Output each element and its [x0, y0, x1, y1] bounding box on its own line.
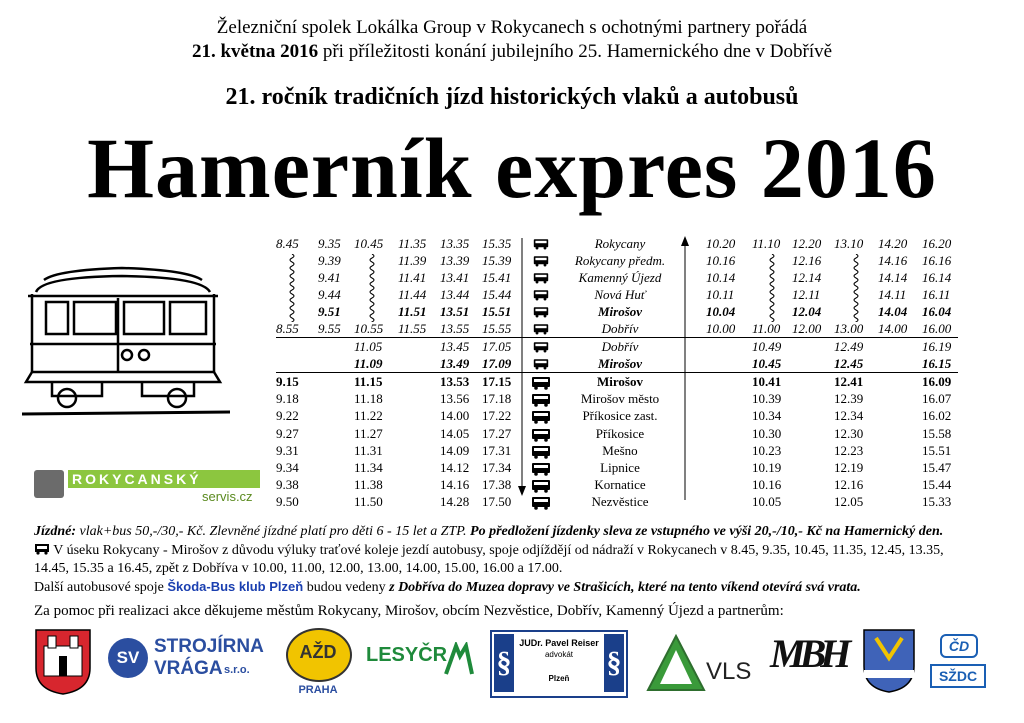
- strojirna-vraga-logo: SV STROJÍRNA VRÁGA s.r.o.: [108, 636, 258, 684]
- servis-cz: servis.cz: [202, 489, 253, 504]
- departure-time: 15.47: [922, 460, 952, 475]
- departure-time: 17.22: [482, 408, 512, 424]
- departure-time: 17.05: [482, 339, 512, 354]
- departure-time: 16.15: [922, 356, 952, 371]
- fare-note: Jízdné: vlak+bus 50,-/30,- Kč. Zlevněné jízdné platí pro děti 6 - 15 let a ZTP. Po předložení jízdenky sleva ze vstupného ve výši 20,-/10,- Kč na Hamernický den.: [34, 524, 944, 539]
- departure-time: 14.00: [878, 321, 908, 336]
- event-title: Hamerník expres 2016: [87, 120, 937, 216]
- departure-time: 13.35: [440, 236, 470, 251]
- stop-name: Nezvěstice: [591, 494, 649, 510]
- departure-time: 11.44: [398, 287, 427, 302]
- departure-time: 13.41: [440, 270, 470, 285]
- departure-time: 12.45: [834, 356, 864, 371]
- departure-time: 9.22: [276, 408, 299, 424]
- departure-time: 9.41: [318, 270, 341, 285]
- departure-time: 11.39: [398, 253, 427, 268]
- departure-time: 10.34: [752, 408, 782, 424]
- departure-time: 16.07: [922, 391, 952, 407]
- bus-icon: [34, 543, 50, 555]
- departure-time: 11.27: [354, 425, 383, 441]
- departure-time: 12.04: [792, 304, 822, 319]
- departure-time: 13.53: [440, 374, 470, 389]
- departure-time: 16.11: [922, 287, 951, 302]
- departure-time: 9.18: [276, 391, 299, 407]
- departure-time: 9.34: [276, 460, 299, 475]
- departure-time: 9.15: [276, 374, 299, 389]
- departure-time: 9.55: [318, 321, 341, 336]
- departure-time: 14.04: [878, 304, 908, 319]
- cd-badge: ČD: [940, 634, 978, 658]
- departure-time: 15.55: [482, 321, 512, 336]
- departure-time: 12.23: [834, 442, 864, 458]
- stop-name: Dobřív: [601, 321, 639, 336]
- departure-time: 15.44: [922, 477, 952, 493]
- stop-name: Mešno: [602, 442, 638, 458]
- departure-time: 12.16: [834, 477, 864, 493]
- stop-name: Rokycany předm.: [574, 253, 666, 268]
- departure-time: 10.05: [752, 494, 782, 510]
- mirosov-coat-of-arms: [862, 628, 916, 694]
- departure-time: 15.44: [482, 287, 512, 302]
- vls-triangle-icon: [646, 634, 706, 692]
- departure-time: 9.27: [276, 425, 299, 441]
- departure-time: 11.18: [354, 391, 383, 407]
- departure-time: 10.23: [752, 442, 782, 458]
- departure-time: 17.27: [482, 425, 512, 441]
- departure-time: 14.28: [440, 494, 470, 510]
- departure-time: 13.39: [440, 253, 470, 268]
- stop-name: Příkosice zast.: [582, 408, 658, 424]
- departure-time: 17.18: [482, 391, 512, 407]
- departure-time: 11.10: [752, 236, 781, 251]
- departure-time: 14.05: [440, 425, 470, 441]
- departure-time: 12.41: [834, 374, 864, 389]
- lesy-cr-logo: LESYČR: [366, 640, 476, 680]
- departure-time: 8.55: [276, 321, 299, 336]
- departure-time: 15.51: [922, 442, 952, 458]
- departure-time: 15.58: [922, 425, 952, 441]
- departure-time: 11.05: [354, 339, 383, 354]
- departure-time: 15.51: [482, 304, 512, 319]
- departure-time: 14.00: [440, 408, 470, 424]
- departure-time: 16.00: [922, 321, 952, 336]
- stop-name: Nová Huť: [594, 287, 646, 302]
- departure-time: 10.45: [354, 236, 384, 251]
- departure-time: 9.38: [276, 477, 299, 493]
- reiser-logo: § § JUDr. Pavel Reiser advokát Plzeň: [490, 630, 628, 698]
- departure-time: 10.49: [752, 339, 782, 354]
- departure-time: 10.39: [752, 391, 782, 407]
- departure-time: 10.00: [706, 321, 736, 336]
- departure-time: 16.02: [922, 408, 952, 424]
- rokycany-coat-of-arms: [34, 628, 92, 696]
- departure-time: 17.09: [482, 356, 512, 371]
- stop-name: Mirošov: [597, 374, 643, 389]
- departure-time: 9.35: [318, 236, 341, 251]
- departure-time: 14.20: [878, 236, 908, 251]
- departure-time: 11.38: [354, 477, 383, 493]
- departure-time: 11.34: [354, 460, 383, 475]
- departure-time: 15.35: [482, 236, 512, 251]
- departure-time: 13.56: [440, 391, 470, 407]
- departure-time: 15.33: [922, 494, 952, 510]
- departure-time: 9.51: [318, 304, 341, 319]
- departure-time: 16.09: [922, 374, 952, 389]
- departure-time: 17.34: [482, 460, 512, 475]
- event-subtitle: 21. ročník tradičních jízd historických vlaků a autobusů: [225, 84, 799, 110]
- departure-time: 12.19: [834, 460, 864, 475]
- departure-time: 10.16: [752, 477, 782, 493]
- departure-time: 14.09: [440, 442, 470, 458]
- departure-time: 16.14: [922, 270, 952, 285]
- stop-name: Kornatice: [594, 477, 646, 493]
- departure-time: 11.00: [752, 321, 781, 336]
- departure-time: 10.45: [752, 356, 782, 371]
- departure-time: 11.55: [398, 321, 427, 336]
- stop-name: Dobřív: [601, 339, 639, 354]
- departure-time: 17.15: [482, 374, 512, 389]
- stop-name: Mirošov město: [580, 391, 660, 407]
- departure-time: 9.44: [318, 287, 341, 302]
- departure-time: 15.41: [482, 270, 512, 285]
- departure-time: 11.31: [354, 442, 383, 458]
- departure-time: 14.16: [878, 253, 908, 268]
- stop-name: Rokycany: [594, 236, 646, 251]
- departure-time: 16.16: [922, 253, 952, 268]
- departure-time: 10.14: [706, 270, 736, 285]
- departure-time: 12.14: [792, 270, 822, 285]
- departure-time: 11.22: [354, 408, 383, 424]
- stop-name: Kamenný Újezd: [578, 270, 662, 285]
- departure-time: 10.16: [706, 253, 736, 268]
- stop-name: Lipnice: [600, 460, 640, 475]
- departure-time: 13.00: [834, 321, 864, 336]
- departure-time: 12.00: [792, 321, 822, 336]
- departure-time: 9.39: [318, 253, 341, 268]
- departure-time: 12.05: [834, 494, 864, 510]
- departure-time: 12.34: [834, 408, 864, 424]
- thanks-note: Za pomoc při realizaci akce děkujeme městům Rokycany, Mirošov, obcím Nezvěstice, Dobřív, Kamenný Újezd a partnerům:: [34, 603, 784, 619]
- departure-time: 15.39: [482, 253, 512, 268]
- departure-time: 17.38: [482, 477, 512, 493]
- departure-time: 9.50: [276, 494, 299, 510]
- stop-name: Mirošov: [597, 356, 643, 371]
- departure-time: 13.51: [440, 304, 470, 319]
- other-buses-note: Další autobusové spoje Škoda-Bus klub Plzeň budou vedeny z Dobříva do Muzea dopravy ve Strašicích, které na tento víkend otevírá svá vrata.: [34, 579, 861, 595]
- departure-time: 10.11: [706, 287, 735, 302]
- vls-logo: VLS: [646, 634, 752, 692]
- departure-time: 10.04: [706, 304, 736, 319]
- cd-szdc-logo: [930, 634, 986, 690]
- sv-badge: SV: [108, 638, 148, 678]
- departure-time: 12.20: [792, 236, 822, 251]
- departure-time: 13.10: [834, 236, 864, 251]
- bus-replacement-note: V úseku Rokycany - Mirošov z důvodu výluky traťové koleje jezdí autobusy, spoje odjíždějí od nádraží v Rokycanech v 8.45, 9.35, 10.45, 11.35, 12.45, 13.35,: [34, 543, 944, 559]
- departure-time: 9.31: [276, 442, 299, 458]
- departure-time: 14.14: [878, 270, 908, 285]
- stop-name: Příkosice: [595, 425, 645, 441]
- departure-time: 11.41: [398, 270, 427, 285]
- tree-icon: [444, 642, 474, 676]
- departure-time: 11.35: [398, 236, 427, 251]
- departure-time: 14.11: [878, 287, 907, 302]
- departure-time: 12.39: [834, 391, 864, 407]
- departure-time: 10.30: [752, 425, 782, 441]
- departure-time: 12.11: [792, 287, 821, 302]
- departure-time: 16.19: [922, 339, 952, 354]
- bus-return-note: 14.45, 15.35 a 16.45, zpět z Dobříva v 10.00, 11.00, 12.00, 13.00, 14.00, 15.00, 16.00 a 17.00.: [34, 561, 563, 576]
- departure-time: 8.45: [276, 236, 299, 251]
- mbh-logo: MBH: [770, 631, 846, 676]
- departure-time: 17.31: [482, 442, 512, 458]
- rokycansky-word: ROKYCANSKÝ: [68, 470, 260, 488]
- departure-time: 14.12: [440, 460, 470, 475]
- azd-praha-logo: AŽD PRAHA: [276, 628, 360, 698]
- departure-time: 10.55: [354, 321, 384, 336]
- departure-time: 11.51: [398, 304, 427, 319]
- szdc-badge: SŽDC: [930, 664, 986, 688]
- departure-time: 10.20: [706, 236, 736, 251]
- departure-time: 12.30: [834, 425, 864, 441]
- departure-time: 11.09: [354, 356, 383, 371]
- departure-time: 17.50: [482, 494, 512, 510]
- date-line: 21. května 2016 při příležitosti konání jubilejního 25. Hamernického dne v Dobřívě: [191, 41, 833, 62]
- departure-time: 13.55: [440, 321, 470, 336]
- departure-time: 11.15: [354, 374, 383, 389]
- departure-time: 10.41: [752, 374, 782, 389]
- departure-time: 14.16: [440, 477, 470, 493]
- departure-time: 12.16: [792, 253, 822, 268]
- departure-time: 13.44: [440, 287, 470, 302]
- departure-time: 10.19: [752, 460, 782, 475]
- departure-time: 12.49: [834, 339, 864, 354]
- organizer-line: Železniční spolek Lokálka Group v Rokycanech s ochotnými partnery pořádá: [216, 17, 808, 38]
- departure-time: 13.49: [440, 356, 470, 371]
- departure-time: 13.45: [440, 339, 470, 354]
- departure-time: 11.50: [354, 494, 383, 510]
- stop-name: Mirošov: [597, 304, 643, 319]
- departure-time: 16.04: [922, 304, 952, 319]
- departure-time: 16.20: [922, 236, 952, 251]
